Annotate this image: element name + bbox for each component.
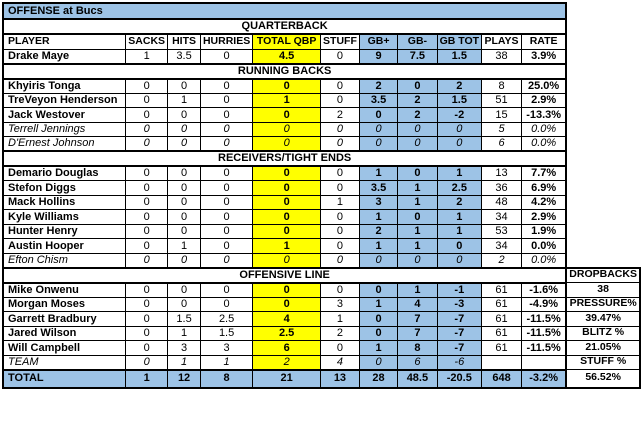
stat-cell[interactable]: 34 <box>482 239 522 254</box>
stat-cell[interactable]: 1 <box>253 239 321 254</box>
side-panel-cell[interactable]: 38 <box>566 283 640 298</box>
stat-cell[interactable]: 0 <box>359 253 397 268</box>
stat-cell[interactable]: 0 <box>126 341 168 356</box>
player-name-cell[interactable]: TEAM <box>3 355 126 370</box>
stat-cell[interactable]: 0 <box>200 122 252 137</box>
stat-cell[interactable]: 0 <box>126 283 168 298</box>
stat-cell[interactable]: 0 <box>200 195 252 210</box>
stat-cell[interactable]: 0 <box>398 137 437 152</box>
stat-cell[interactable]: 0 <box>253 210 321 225</box>
stat-cell[interactable]: -4.9% <box>521 297 566 312</box>
stat-cell[interactable]: 0 <box>253 195 321 210</box>
stat-cell[interactable]: 0 <box>168 181 201 196</box>
stat-cell[interactable]: 0 <box>321 79 360 94</box>
stat-cell[interactable]: 2 <box>437 79 481 94</box>
stat-cell[interactable]: 1 <box>168 326 201 341</box>
empty-area <box>566 108 640 123</box>
player-name-cell[interactable]: Mike Onwenu <box>3 283 126 298</box>
stat-cell[interactable]: 0 <box>200 108 252 123</box>
stat-cell[interactable]: -11.5% <box>521 326 566 341</box>
stat-cell[interactable]: 0 <box>200 79 252 94</box>
stat-cell[interactable]: 0 <box>437 122 481 137</box>
empty-area <box>566 166 640 181</box>
stat-cell[interactable]: 1 <box>321 312 360 327</box>
stat-cell[interactable]: 0 <box>253 122 321 137</box>
stat-cell[interactable]: 3.5 <box>359 93 397 108</box>
stat-cell[interactable]: 0 <box>398 210 437 225</box>
stat-cell[interactable]: 2 <box>321 108 360 123</box>
stat-cell[interactable]: 0 <box>126 137 168 152</box>
stat-cell[interactable]: 0 <box>126 166 168 181</box>
stat-cell[interactable]: 61 <box>482 297 522 312</box>
stat-cell[interactable]: 61 <box>482 312 522 327</box>
stat-cell[interactable]: 1 <box>359 210 397 225</box>
stat-cell[interactable]: 4 <box>253 312 321 327</box>
stat-cell[interactable]: 1 <box>437 166 481 181</box>
stat-cell[interactable]: 0 <box>200 239 252 254</box>
stat-cell[interactable]: 3.9% <box>521 49 566 64</box>
stat-cell[interactable]: 1 <box>200 355 252 370</box>
stat-cell[interactable]: 0 <box>168 108 201 123</box>
stat-cell[interactable]: 0 <box>200 283 252 298</box>
side-panel-cell[interactable]: STUFF % <box>566 355 640 370</box>
stat-cell[interactable]: 0 <box>126 79 168 94</box>
stat-cell[interactable]: -1 <box>437 283 481 298</box>
stat-cell[interactable]: 3 <box>168 341 201 356</box>
stat-cell[interactable]: 9 <box>359 49 397 64</box>
stat-cell[interactable]: 7 <box>398 326 437 341</box>
player-name-cell[interactable]: Hunter Henry <box>3 224 126 239</box>
stat-cell[interactable]: 1 <box>168 239 201 254</box>
stat-cell[interactable]: 2.9% <box>521 210 566 225</box>
stat-cell[interactable]: 0 <box>168 297 201 312</box>
empty-area <box>566 151 640 166</box>
stat-cell[interactable]: 0 <box>359 312 397 327</box>
stat-cell[interactable]: 3 <box>200 341 252 356</box>
stat-cell[interactable]: 0 <box>253 166 321 181</box>
stats-table <box>2 2 641 389</box>
stat-cell[interactable]: 0 <box>168 137 201 152</box>
stat-cell[interactable]: 3 <box>321 297 360 312</box>
stat-cell[interactable]: 1.5 <box>437 93 481 108</box>
empty-area <box>566 122 640 137</box>
player-name-cell[interactable]: Morgan Moses <box>3 297 126 312</box>
column-header-cell[interactable]: PLAYS <box>482 34 522 49</box>
player-name-cell[interactable]: Khyiris Tonga <box>3 79 126 94</box>
stat-cell[interactable]: 2 <box>321 326 360 341</box>
player-name-cell[interactable]: Austin Hooper <box>3 239 126 254</box>
stat-cell[interactable]: 0 <box>321 49 360 64</box>
stat-cell[interactable]: 1 <box>398 239 437 254</box>
player-name-cell[interactable]: Stefon Diggs <box>3 181 126 196</box>
stat-cell[interactable]: 0 <box>437 137 481 152</box>
stat-cell[interactable]: -6 <box>437 355 481 370</box>
stat-cell[interactable]: 6 <box>398 355 437 370</box>
stat-cell[interactable]: 0 <box>321 253 360 268</box>
stat-cell[interactable]: 0 <box>126 253 168 268</box>
total-stat-cell[interactable]: 21 <box>253 370 321 388</box>
stat-cell[interactable]: 0 <box>321 137 360 152</box>
empty-area <box>566 224 640 239</box>
side-panel-cell[interactable]: 56.52% <box>566 370 640 388</box>
stat-cell[interactable]: 8 <box>398 341 437 356</box>
stat-cell[interactable]: 5 <box>482 122 522 137</box>
stat-cell[interactable]: -7 <box>437 312 481 327</box>
stat-cell[interactable]: 0 <box>168 79 201 94</box>
stat-cell[interactable]: 0 <box>126 297 168 312</box>
stat-cell[interactable]: 0.0% <box>521 253 566 268</box>
stat-cell[interactable]: 0 <box>321 283 360 298</box>
stat-cell[interactable]: -3 <box>437 297 481 312</box>
stat-cell[interactable]: 2 <box>359 224 397 239</box>
stat-cell[interactable]: 0 <box>398 253 437 268</box>
stat-cell[interactable]: 0 <box>398 166 437 181</box>
total-label-cell[interactable]: TOTAL <box>3 370 126 388</box>
stat-cell[interactable]: 1 <box>398 195 437 210</box>
stat-cell[interactable]: 0 <box>200 297 252 312</box>
stat-cell[interactable]: 13 <box>482 166 522 181</box>
stat-cell[interactable]: 0 <box>168 195 201 210</box>
stat-cell[interactable]: 61 <box>482 341 522 356</box>
stat-cell[interactable]: 1 <box>321 195 360 210</box>
stat-cell[interactable]: -13.3% <box>521 108 566 123</box>
player-name-cell[interactable]: Jared Wilson <box>3 326 126 341</box>
player-name-cell[interactable]: TreVeyon Henderson <box>3 93 126 108</box>
stat-cell[interactable]: 0 <box>126 122 168 137</box>
stat-cell[interactable]: 2.5 <box>200 312 252 327</box>
empty-area <box>566 34 640 49</box>
stat-cell[interactable]: 0 <box>321 210 360 225</box>
stat-cell[interactable]: 2 <box>359 79 397 94</box>
player-name-cell[interactable]: Will Campbell <box>3 341 126 356</box>
total-stat-cell[interactable]: 8 <box>200 370 252 388</box>
stat-cell[interactable]: 0 <box>126 326 168 341</box>
total-stat-cell[interactable]: 48.5 <box>398 370 437 388</box>
stat-cell[interactable]: 0 <box>398 122 437 137</box>
stat-cell[interactable]: 4.2% <box>521 195 566 210</box>
stat-cell[interactable]: 0 <box>126 312 168 327</box>
stat-cell[interactable]: 2.5 <box>253 326 321 341</box>
stat-cell[interactable]: 0 <box>359 283 397 298</box>
stat-cell[interactable]: 0 <box>359 355 397 370</box>
stat-cell[interactable]: 2.5 <box>437 181 481 196</box>
stat-cell[interactable]: 0 <box>321 122 360 137</box>
stat-cell[interactable]: 4 <box>321 355 360 370</box>
stat-cell[interactable]: 0 <box>168 224 201 239</box>
stat-cell[interactable]: 3 <box>359 195 397 210</box>
side-panel-cell[interactable]: BLITZ % <box>566 326 640 341</box>
stat-cell[interactable]: 0 <box>253 181 321 196</box>
column-header-cell[interactable]: SACKS <box>126 34 168 49</box>
stat-cell[interactable]: 0 <box>126 108 168 123</box>
stat-cell[interactable]: 0 <box>359 122 397 137</box>
stat-cell[interactable]: 0 <box>437 253 481 268</box>
stat-cell[interactable]: 0 <box>200 49 252 64</box>
stat-cell[interactable]: 1 <box>398 224 437 239</box>
stat-cell[interactable]: 0 <box>168 122 201 137</box>
stat-cell[interactable]: 1 <box>253 93 321 108</box>
stat-cell[interactable]: 36 <box>482 181 522 196</box>
section-header[interactable]: OFFENSIVE LINE <box>3 268 566 283</box>
stat-cell[interactable]: 53 <box>482 224 522 239</box>
stat-cell[interactable]: 7.7% <box>521 166 566 181</box>
stat-cell[interactable]: 0 <box>126 195 168 210</box>
stat-cell[interactable]: 15 <box>482 108 522 123</box>
stat-cell[interactable]: 0 <box>200 93 252 108</box>
stat-cell[interactable]: 1.5 <box>200 326 252 341</box>
stat-cell[interactable]: 0 <box>321 93 360 108</box>
stat-cell[interactable]: 1 <box>437 210 481 225</box>
stat-cell[interactable]: 7 <box>398 312 437 327</box>
stat-cell[interactable]: 1.5 <box>168 312 201 327</box>
player-name-cell[interactable]: Garrett Bradbury <box>3 312 126 327</box>
column-header-cell[interactable]: GB- <box>398 34 437 49</box>
stat-cell[interactable]: 1 <box>437 224 481 239</box>
player-name-cell[interactable]: Mack Hollins <box>3 195 126 210</box>
stat-cell[interactable] <box>521 355 566 370</box>
stat-cell[interactable]: -11.5% <box>521 312 566 327</box>
stat-cell[interactable]: 0 <box>200 137 252 152</box>
empty-area <box>566 79 640 94</box>
column-header-cell[interactable]: STUFF <box>321 34 360 49</box>
stat-cell[interactable]: 34 <box>482 210 522 225</box>
stat-cell[interactable]: 0 <box>200 224 252 239</box>
stat-cell[interactable]: -7 <box>437 341 481 356</box>
section-header[interactable]: RUNNING BACKS <box>3 64 566 79</box>
total-stat-cell[interactable]: 1 <box>126 370 168 388</box>
stat-cell[interactable]: 38 <box>482 49 522 64</box>
total-stat-cell[interactable]: 648 <box>482 370 522 388</box>
stat-cell[interactable]: -7 <box>437 326 481 341</box>
stat-cell[interactable]: 0.0% <box>521 122 566 137</box>
stat-cell[interactable]: 0 <box>321 181 360 196</box>
total-stat-cell[interactable]: -20.5 <box>437 370 481 388</box>
stat-cell[interactable]: 0 <box>126 210 168 225</box>
stat-cell[interactable] <box>482 355 522 370</box>
stat-cell[interactable]: 0 <box>126 224 168 239</box>
stat-cell[interactable]: 0 <box>253 137 321 152</box>
empty-area <box>566 181 640 196</box>
stat-cell[interactable]: 0.0% <box>521 239 566 254</box>
empty-area <box>566 49 640 64</box>
stat-cell[interactable]: 8 <box>482 79 522 94</box>
total-stat-cell[interactable]: -3.2% <box>521 370 566 388</box>
stat-cell[interactable]: 1.5 <box>437 49 481 64</box>
stat-cell[interactable]: 2.9% <box>521 93 566 108</box>
stat-cell[interactable]: 51 <box>482 93 522 108</box>
stat-cell[interactable]: 0 <box>200 181 252 196</box>
stat-cell[interactable]: -1.6% <box>521 283 566 298</box>
column-header-cell[interactable]: TOTAL QBP <box>253 34 321 49</box>
empty-area <box>566 3 640 19</box>
side-panel-cell[interactable]: 21.05% <box>566 341 640 356</box>
empty-area <box>566 239 640 254</box>
player-name-cell[interactable]: Drake Maye <box>3 49 126 64</box>
stat-cell[interactable]: 1 <box>359 239 397 254</box>
stat-cell[interactable]: 1 <box>168 355 201 370</box>
stat-cell[interactable]: 6 <box>253 341 321 356</box>
stat-cell[interactable]: 0 <box>253 283 321 298</box>
stat-cell[interactable]: 1 <box>359 166 397 181</box>
stat-cell[interactable]: 0 <box>168 166 201 181</box>
stat-cell[interactable]: 0 <box>321 341 360 356</box>
empty-area <box>566 210 640 225</box>
stat-cell[interactable]: 0 <box>126 355 168 370</box>
column-header-cell[interactable]: GB TOT <box>437 34 481 49</box>
stat-cell[interactable]: 0 <box>359 326 397 341</box>
empty-area <box>566 253 640 268</box>
side-panel-header[interactable]: DROPBACKS <box>566 268 640 283</box>
stat-cell[interactable]: 0 <box>126 239 168 254</box>
stat-cell[interactable]: 0 <box>168 210 201 225</box>
stat-cell[interactable]: 0 <box>253 79 321 94</box>
stat-cell[interactable]: 0 <box>253 253 321 268</box>
stat-cell[interactable]: 0 <box>398 79 437 94</box>
stat-cell[interactable]: 0 <box>126 93 168 108</box>
stat-cell[interactable]: 6 <box>482 137 522 152</box>
column-header-cell[interactable]: PLAYER <box>3 34 126 49</box>
stat-cell[interactable]: 48 <box>482 195 522 210</box>
stat-cell[interactable]: 0 <box>200 166 252 181</box>
stat-cell[interactable]: 25.0% <box>521 79 566 94</box>
total-stat-cell[interactable]: 28 <box>359 370 397 388</box>
stat-cell[interactable]: 0 <box>126 181 168 196</box>
column-header-cell[interactable]: HITS <box>168 34 201 49</box>
stat-cell[interactable]: 1 <box>168 93 201 108</box>
stat-cell[interactable]: 0 <box>321 239 360 254</box>
stat-cell[interactable]: 61 <box>482 326 522 341</box>
section-header[interactable]: QUARTERBACK <box>3 19 566 34</box>
column-header-cell[interactable]: HURRIES <box>200 34 252 49</box>
empty-area <box>566 137 640 152</box>
section-header[interactable]: RECEIVERS/TIGHT ENDS <box>3 151 566 166</box>
stat-cell[interactable]: 4.5 <box>253 49 321 64</box>
stat-cell[interactable]: 2 <box>398 93 437 108</box>
stat-cell[interactable]: 1 <box>398 283 437 298</box>
stat-cell[interactable]: -2 <box>437 108 481 123</box>
player-name-cell[interactable]: D'Ernest Johnson <box>3 137 126 152</box>
stat-cell[interactable]: 0 <box>168 253 201 268</box>
empty-area <box>566 93 640 108</box>
stat-cell[interactable]: 4 <box>398 297 437 312</box>
stat-cell[interactable]: 0 <box>200 253 252 268</box>
stat-cell[interactable]: 6.9% <box>521 181 566 196</box>
stat-cell[interactable]: 0 <box>253 224 321 239</box>
stat-cell[interactable]: 1 <box>398 181 437 196</box>
stat-cell[interactable]: 61 <box>482 283 522 298</box>
player-name-cell[interactable]: Terrell Jennings <box>3 122 126 137</box>
side-panel-cell[interactable]: 39.47% <box>566 312 640 327</box>
stat-cell[interactable]: 0 <box>200 210 252 225</box>
stat-cell[interactable]: 0 <box>359 108 397 123</box>
stat-cell[interactable]: 0.0% <box>521 137 566 152</box>
total-stat-cell[interactable]: 12 <box>168 370 201 388</box>
column-header-cell[interactable]: RATE <box>521 34 566 49</box>
stat-cell[interactable]: 1 <box>126 49 168 64</box>
player-name-cell[interactable]: Kyle Williams <box>3 210 126 225</box>
stat-cell[interactable]: 0 <box>168 283 201 298</box>
side-panel-cell[interactable]: PRESSURE% <box>566 297 640 312</box>
player-name-cell[interactable]: Demario Douglas <box>3 166 126 181</box>
stat-cell[interactable]: 0 <box>359 137 397 152</box>
empty-area <box>566 64 640 79</box>
total-stat-cell[interactable]: 13 <box>321 370 360 388</box>
player-name-cell[interactable]: Jack Westover <box>3 108 126 123</box>
stat-cell[interactable]: 0 <box>437 239 481 254</box>
stat-cell[interactable]: 2 <box>398 108 437 123</box>
empty-area <box>566 195 640 210</box>
stat-cell[interactable]: 0 <box>253 297 321 312</box>
stat-cell[interactable]: 2 <box>482 253 522 268</box>
empty-area <box>566 19 640 34</box>
stat-cell[interactable]: -11.5% <box>521 341 566 356</box>
stat-cell[interactable]: 0 <box>321 224 360 239</box>
stat-cell[interactable]: 0 <box>253 108 321 123</box>
stat-cell[interactable]: 2 <box>437 195 481 210</box>
stat-cell[interactable]: 0 <box>321 166 360 181</box>
stat-cell[interactable]: 1 <box>359 341 397 356</box>
stat-cell[interactable]: 2 <box>253 355 321 370</box>
player-name-cell[interactable]: Efton Chism <box>3 253 126 268</box>
stat-cell[interactable]: 1.9% <box>521 224 566 239</box>
stat-cell[interactable]: 3.5 <box>359 181 397 196</box>
stat-cell[interactable]: 7.5 <box>398 49 437 64</box>
stat-cell[interactable]: 1 <box>359 297 397 312</box>
stat-cell[interactable]: 3.5 <box>168 49 201 64</box>
column-header-cell[interactable]: GB+ <box>359 34 397 49</box>
sheet-title[interactable]: OFFENSE at Bucs <box>3 3 566 19</box>
